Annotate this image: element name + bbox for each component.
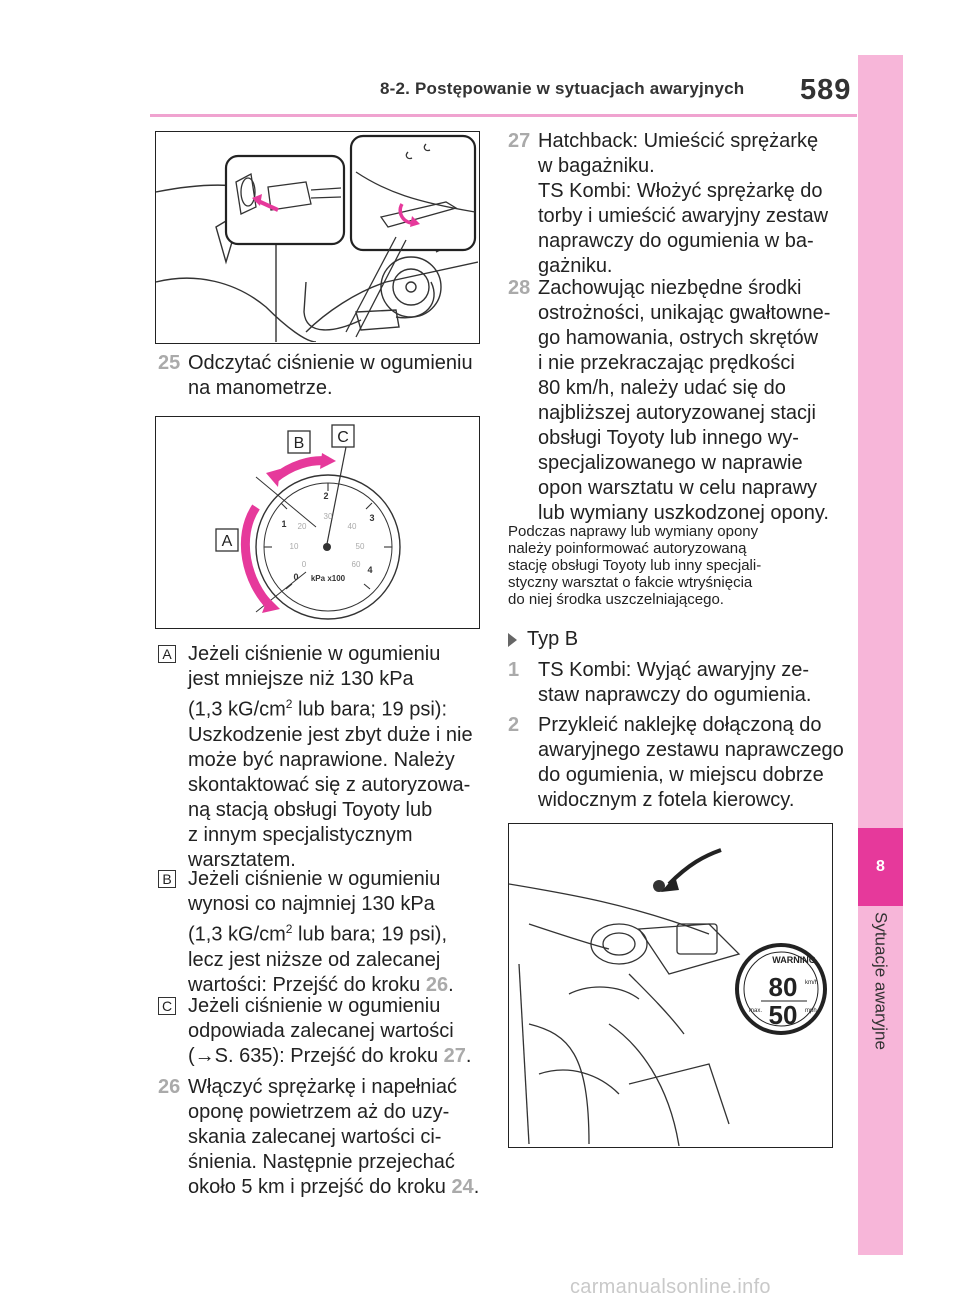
text-line: specjalizowanego w naprawie (538, 452, 803, 474)
text-line: naprawczy do ogumienia w ba- (538, 230, 814, 252)
text-line: stację obsługi Toyoty lub inny specjali- (508, 557, 762, 574)
step-text (538, 129, 853, 279)
step-number: 2 (508, 714, 520, 736)
watermark: carmanualsonline.info (570, 1276, 771, 1298)
superscript: 2 (285, 922, 293, 936)
sticker-max: max. (749, 1008, 763, 1014)
gauge-bar-4: 4 (367, 565, 373, 575)
step-number: 25 (158, 352, 181, 374)
text-line: torby i umieścić awaryjny zestaw (538, 205, 829, 227)
text-line: staw naprawczy do ogumienia. (538, 684, 812, 706)
gauge-illustration (156, 417, 478, 627)
page-number: 589 (800, 74, 852, 106)
text-line: oponę powietrzem aż do uzy- (188, 1101, 450, 1123)
sticker-warning: WARNING (772, 955, 816, 965)
text-line: śnienia. Następnie przejechać (188, 1151, 455, 1173)
text-line: wynosi co najmniej 130 kPa (188, 893, 435, 915)
figure-pressure-gauge (155, 416, 480, 629)
text-line: warsztatem. (188, 848, 296, 871)
text-line: Włączyć sprężarkę i napełniać (188, 1076, 457, 1098)
chapter-title (858, 912, 903, 1102)
text-line: 80 km/h, należy udać się do (538, 377, 786, 399)
text-line: gażniku. (538, 255, 613, 277)
text-line: TS Kombi: Wyjąć awaryjny ze- (538, 659, 809, 681)
text-line: opon warsztatu w celu naprawy (538, 477, 818, 499)
text-line: Uszkodzenie jest zbyt duże i nie (188, 723, 473, 746)
text-line: Hatchback: Umieścić sprężarkę (538, 130, 819, 152)
text-line: (1,3 kG/cm (188, 923, 286, 946)
type-b-label: Typ B (527, 628, 579, 650)
text-line: . (465, 1045, 472, 1067)
superscript: 2 (285, 697, 293, 711)
label-a-box: A (158, 645, 176, 663)
gauge-kpa-20: 20 (297, 522, 307, 531)
gauge-bar-0: 0 (293, 572, 299, 582)
text-line: ną stacją obsługi Toyoty lub (188, 798, 433, 821)
step-number: 27 (508, 130, 531, 152)
text-line: go hamowania, ostrych skrętów (538, 327, 819, 349)
callout-a: A (221, 533, 233, 550)
gauge-kpa-10: 10 (289, 542, 299, 551)
step-number: 28 (508, 277, 531, 299)
section-title: 8-2. Postępowanie w sytuacjach awaryjnych (380, 79, 745, 98)
step-28 (508, 276, 853, 526)
text-line: ostrożności, unikając gwałtowne- (538, 302, 831, 324)
callout-b: B (293, 435, 305, 452)
text-line: należy poinformować autoryzowaną (508, 540, 747, 557)
text-line: do niej środka uszczelniającego. (508, 591, 724, 608)
text-line: Jeżeli ciśnienie w ogumieniu (188, 643, 441, 665)
text-line: . (473, 1176, 480, 1198)
text-line: może być naprawione. Należy (188, 748, 455, 771)
text-line: Przykleić naklejkę dołączoną do (538, 714, 822, 736)
label-b-box: B (158, 870, 176, 888)
text-line: do ogumienia, w miejscu dobrze (538, 764, 824, 786)
gauge-bar-2: 2 (323, 491, 329, 501)
text-line: jest mniejsze niż 130 kPa (188, 668, 414, 690)
condition-c-text (188, 994, 493, 1069)
step-text (538, 658, 853, 708)
text-line: około 5 km i przejść do kroku (188, 1176, 452, 1198)
type-b-heading (508, 628, 578, 651)
text-line: awaryjnego zestawu naprawczego (538, 739, 844, 761)
chapter-title-text: Sytuacje awaryjne (871, 912, 891, 1050)
text-line: Jeżeli ciśnienie w ogumieniu (188, 995, 441, 1017)
step-1 (508, 658, 853, 708)
condition-c (158, 994, 493, 1069)
condition-a-text (188, 642, 493, 873)
step-text (188, 1075, 493, 1200)
step-number: 26 (158, 1076, 181, 1098)
sticker-unit-kmh: km/h (805, 980, 819, 986)
interior-illustration (509, 824, 831, 1146)
sticker-speed-mph: 50 (768, 1000, 798, 1030)
text-line: lecz jest niższe od zalecanej (188, 948, 441, 971)
step-ref-26[interactable]: 26 (425, 973, 449, 996)
label-c-box: C (158, 997, 176, 1015)
gauge-kpa-40: 40 (347, 522, 357, 531)
text-line: Zachowując niezbędne środki (538, 277, 802, 299)
step-ref-24[interactable]: 24 (451, 1176, 474, 1198)
text-line: lub wymiany uszkodzonej opony. (538, 502, 829, 524)
chapter-number-tab[interactable]: 8 (858, 828, 903, 906)
figure-sticker-placement (508, 823, 833, 1148)
text-line: Jeżeli ciśnienie w ogumieniu (188, 868, 441, 890)
gauge-kpa-60: 60 (351, 560, 361, 569)
step-number: 1 (508, 659, 520, 681)
condition-a (158, 642, 493, 873)
text-line: skania zalecanej wartości ci- (188, 1126, 442, 1148)
text-line: widocznym z fotela kierowcy. (538, 789, 795, 811)
gauge-unit: kPa x100 (310, 574, 346, 583)
text-line: skontaktować się z autoryzowa- (188, 773, 471, 796)
page-link[interactable]: (→S. 635): Przejść do kroku (188, 1045, 444, 1067)
step-ref-27[interactable]: 27 (443, 1045, 466, 1067)
text-line: wartości: Przejść do kroku (188, 973, 426, 996)
gauge-bar-1: 1 (281, 519, 287, 529)
note-paragraph (508, 523, 853, 608)
step-27 (508, 129, 853, 279)
text-line: najbliższej autoryzowanej stacji (538, 402, 816, 424)
text-line: Podczas naprawy lub wymiany opony (508, 523, 759, 540)
text-line: obsługi Toyoty lub innego wy- (538, 427, 799, 449)
gauge-kpa-0: 0 (301, 560, 307, 569)
text-line: i nie przekraczając prędkości (538, 352, 795, 374)
sticker-unit-mph: mph (805, 1008, 817, 1014)
text-line: lub bara; 19 psi), (292, 923, 448, 946)
gauge-kpa-50: 50 (355, 542, 365, 551)
triangle-bullet-icon (508, 633, 517, 647)
text-line: z innym specjalistycznym (188, 823, 413, 846)
condition-b-text (188, 867, 493, 998)
step-2 (508, 713, 853, 813)
text-line: . (448, 973, 454, 996)
sticker-speed-kmh: 80 (768, 972, 798, 1002)
gauge-kpa-30: 30 (323, 512, 333, 521)
compressor-illustration (156, 132, 478, 342)
text-line: (1,3 kG/cm (188, 698, 286, 721)
gauge-bar-3: 3 (369, 513, 375, 523)
text-line: TS Kombi: Włożyć sprężarkę do (538, 180, 823, 202)
text-line: odpowiada zalecanej wartości (188, 1020, 454, 1042)
step-text: Odczytać ciśnienie w ogumieniu na manometrze. (188, 352, 473, 399)
condition-b (158, 867, 493, 998)
header-rule (150, 114, 857, 117)
callout-c: C (337, 429, 349, 446)
step-26 (158, 1075, 493, 1200)
text-line: w bagażniku. (538, 155, 655, 177)
step-text (538, 713, 853, 813)
step-25 (158, 351, 488, 401)
text-line: styczny warsztat o fakcie wtryśnięcia (508, 574, 753, 591)
text-line: lub bara; 19 psi): (292, 698, 448, 721)
figure-compressor-connection (155, 131, 480, 344)
step-text (538, 276, 853, 526)
